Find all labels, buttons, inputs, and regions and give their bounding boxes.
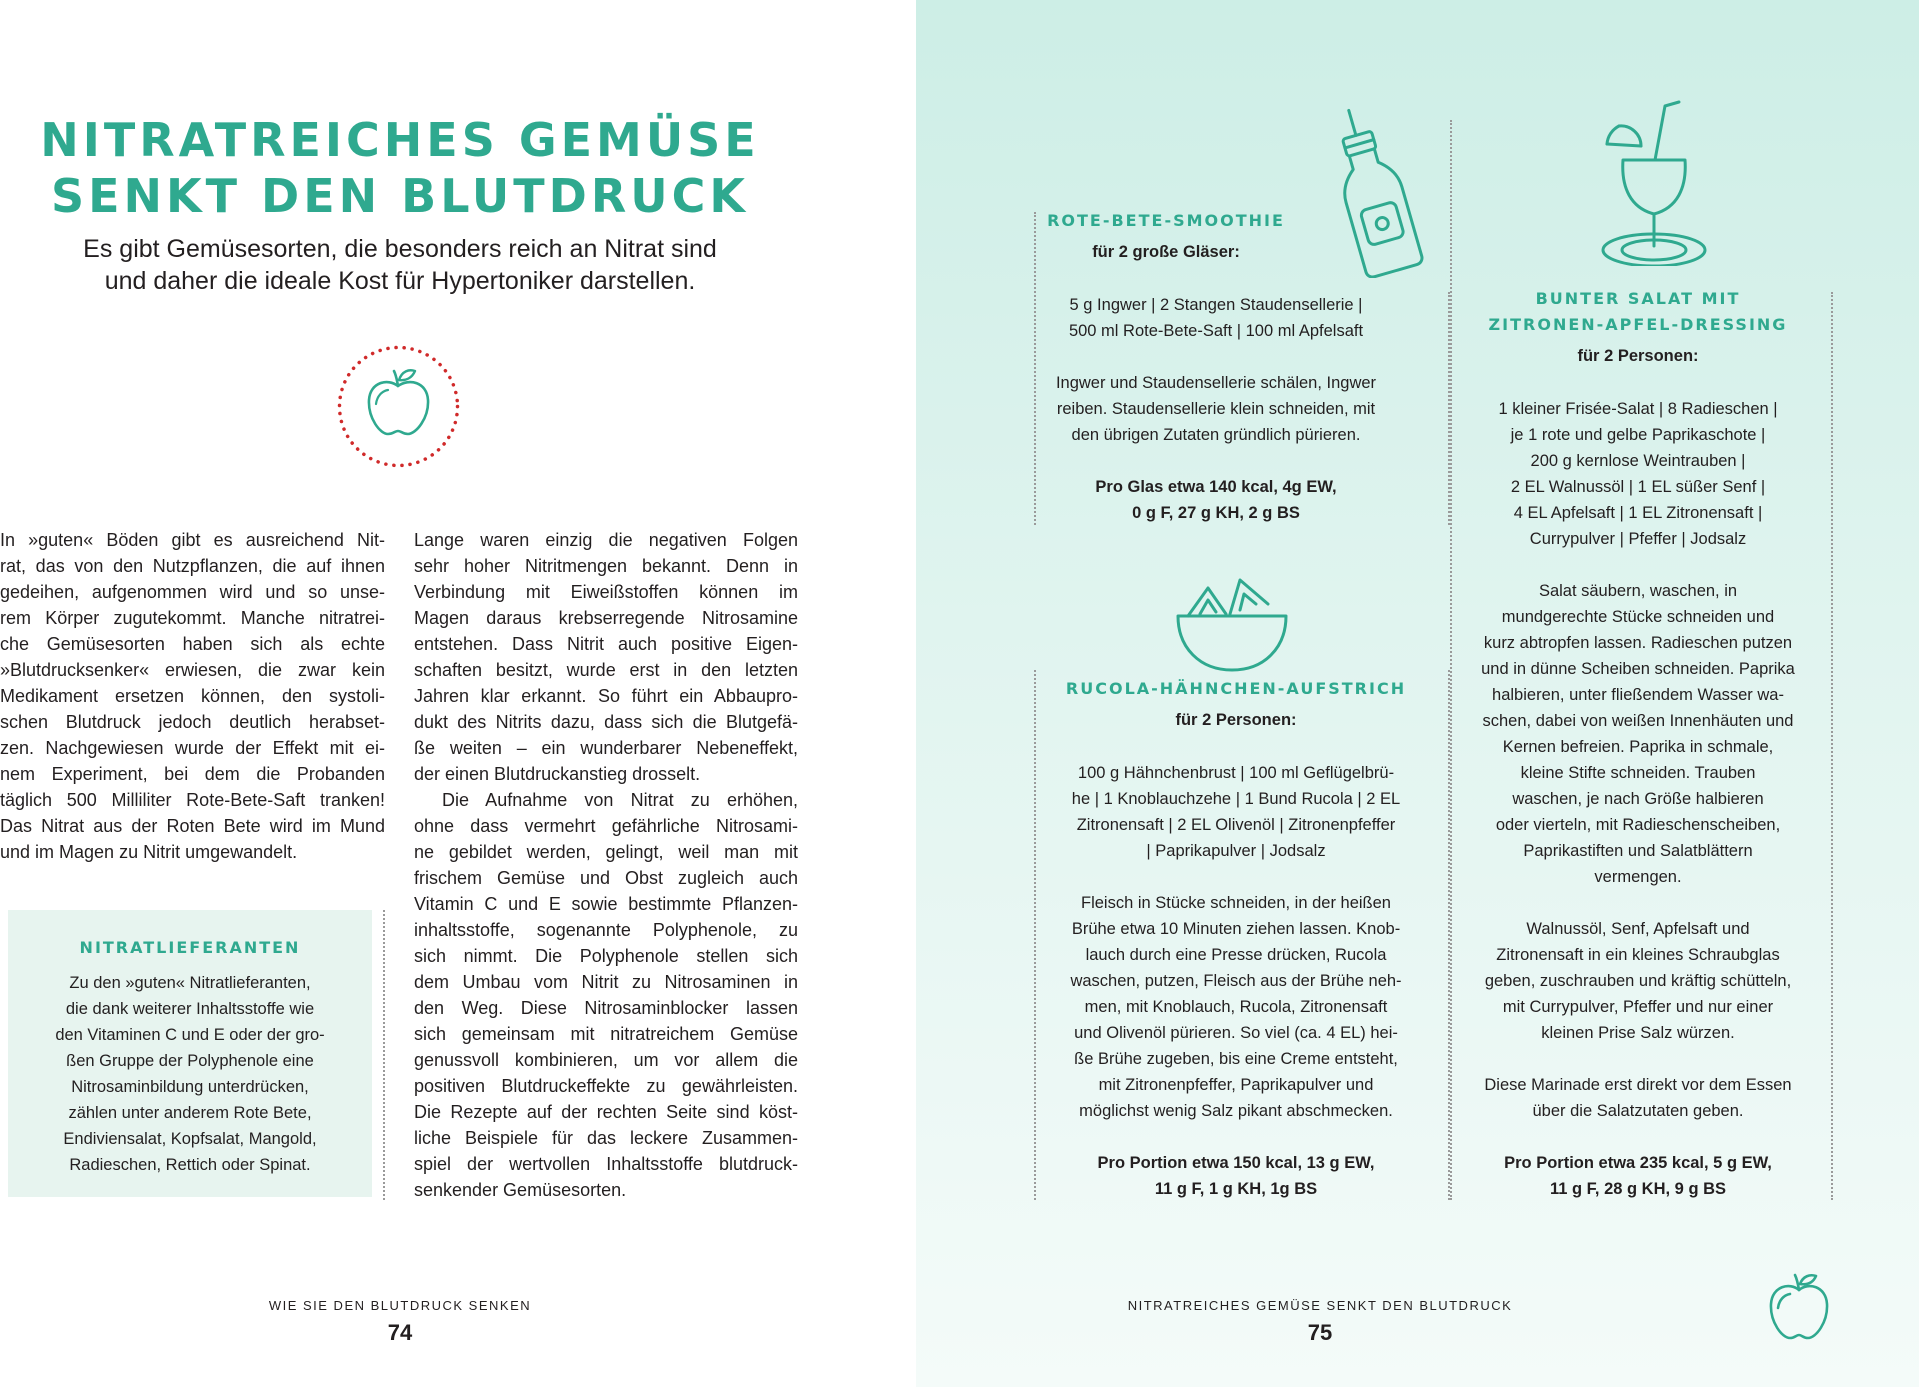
text-line: und im Magen zu Nitrit umgewandelt. — [0, 842, 298, 862]
info-line: Endiviensalat, Kopfsalat, Mangold, — [63, 1130, 317, 1148]
page-number: 75 — [1307, 1320, 1333, 1345]
step-line: und Olivenöl pürieren. So viel (ca. 4 EL) hei- — [1074, 1024, 1398, 1042]
step-line: men, mit Knoblauch, Rucola, Zitronensaft — [1084, 998, 1388, 1016]
step-line: kleine Stifte schneiden. Trauben — [1520, 764, 1756, 782]
ingredient-line: 5 g Ingwer | 2 Stangen Staudensellerie | — [1069, 296, 1363, 314]
intro-line-1: Es gibt Gemüsesorten, die besonders reich an Nitrat sind — [83, 235, 717, 263]
body-column-2 — [414, 527, 798, 1203]
step-line: halbieren, unter fließendem Wasser wa- — [1492, 686, 1784, 704]
info-line: zählen unter anderem Rote Bete, — [68, 1104, 312, 1122]
text-line: senkender Gemüsesorten. — [414, 1180, 627, 1200]
info-line: Zu den »guten« Nitratlieferanten, — [69, 974, 311, 992]
ingredient-line: 500 ml Rote-Bete-Saft | 100 ml Apfelsaft — [1068, 322, 1364, 340]
text-line: Medikament ersetzen können, den systoli- — [0, 686, 385, 706]
ingredient-line: 1 kleiner Frisée-Salat | 8 Radieschen | — [1498, 400, 1778, 418]
recipe-nutrition-salad — [1438, 1150, 1838, 1202]
step-line: Walnussöl, Senf, Apfelsaft und — [1526, 920, 1750, 938]
step-line: Salat säubern, waschen, in — [1538, 582, 1738, 600]
text-line: Das Nitrat aus der Roten Bete wird im Mund — [0, 816, 385, 836]
step-line: reiben. Staudensellerie klein schneiden, mit — [1056, 400, 1376, 418]
step-line: möglichst wenig Salz pikant abschmecken. — [1079, 1102, 1393, 1120]
text-line: sehr hoher Nitritmengen bekannt. Denn in — [414, 556, 798, 576]
step-line: über die Salatzutaten geben. — [1532, 1102, 1744, 1120]
step-line: Ingwer und Staudensellerie schälen, Ingwer — [1055, 374, 1377, 392]
text-line: Vitamin C und E sowie bestimmte Pflanzen- — [414, 894, 798, 914]
step-line: vermengen. — [1594, 868, 1682, 886]
recipe-serving-salad: für 2 Personen: — [1577, 347, 1699, 365]
step-line: mit Zitronenpfeffer, Paprikapulver und — [1098, 1076, 1374, 1094]
info-box-title: NITRATLIEFERANTEN — [79, 938, 301, 957]
step-line: ße Brühe zugeben, bis eine Creme entsteht, — [1074, 1050, 1398, 1068]
text-line: ohne dass vermehrt gefährliche Nitrosami- — [414, 816, 798, 836]
recipe-title-spread — [1036, 676, 1436, 702]
recipe-steps-smoothie — [1016, 370, 1416, 448]
right-page — [916, 0, 1919, 1387]
text-line: nem Experiment, bei dem die Probanden — [0, 764, 385, 784]
intro-text — [0, 233, 800, 297]
step-line: Diese Marinade erst direkt vor dem Essen — [1484, 1076, 1792, 1094]
recipe-serving-spread: für 2 Personen: — [1175, 711, 1297, 729]
recipe-title-text: ROTE-BETE-SMOOTHIE — [1047, 211, 1285, 230]
nutrition-line: Pro Portion etwa 150 kcal, 13 g EW, — [1097, 1154, 1375, 1172]
text-line: Die Rezepte auf der rechten Seite sind köst- — [414, 1102, 798, 1122]
step-line: und in dünne Scheiben schneiden. Paprika — [1481, 660, 1795, 678]
cocktail-glass-icon — [1583, 96, 1713, 266]
text-line: der einen Blutdruckanstieg drosselt. — [414, 764, 701, 784]
ingredient-line: Zitronensaft | 2 EL Olivenöl | Zitronenpfeffer — [1076, 816, 1396, 834]
recipe-ingredients-smoothie — [1016, 292, 1416, 344]
text-line: ne gebildet werden, gelingt, weil man mit — [414, 842, 798, 862]
text-line: zen. Nachgewiesen wurde der Effekt mit ei- — [0, 738, 385, 758]
ingredient-line: 200 g kernlose Weintrauben | — [1530, 452, 1746, 470]
page-title — [0, 112, 800, 224]
step-line: schen, dabei von weißen Innenhäuten und — [1482, 712, 1794, 730]
footer-label: WIE SIE DEN BLUTDRUCK SENKEN — [268, 1298, 532, 1313]
info-line: Nitrosaminbildung unterdrücken, — [71, 1078, 309, 1096]
nutrition-line: 11 g F, 28 g KH, 9 g BS — [1549, 1180, 1727, 1198]
text-line: spiel der wertvollen Inhaltsstoffe blutdruck- — [414, 1154, 798, 1174]
text-line: »Blutdrucksenker« erwiesen, die zwar kein — [0, 660, 385, 680]
info-line: Radieschen, Rettich oder Spinat. — [69, 1156, 311, 1174]
step-line: Fleisch in Stücke schneiden, in der heißen — [1080, 894, 1391, 912]
text-line: rem Körper zugutekommt. Manche nitratrei- — [0, 608, 385, 628]
bowl-icon — [1172, 576, 1292, 672]
recipe-serving-smoothie: für 2 große Gläser: — [1092, 243, 1240, 261]
text-line: schen Blutdruck jedoch deutlich herabset- — [0, 712, 385, 732]
recipe-ingredients-salad — [1438, 396, 1838, 552]
nutrition-line: Pro Portion etwa 235 kcal, 5 g EW, — [1504, 1154, 1772, 1172]
info-line: die dank weiterer Inhaltsstoffe wie — [65, 1000, 315, 1018]
apple-badge-icon — [336, 344, 461, 469]
recipe-nutrition-spread — [1036, 1150, 1436, 1202]
body-column-1 — [0, 527, 385, 865]
text-line: dukt des Nitrits dazu, dass sich die Blutgefä- — [414, 712, 798, 732]
ingredient-line: he | 1 Knoblauchzehe | 1 Bund Rucola | 2 EL — [1071, 790, 1401, 808]
ingredient-line: 2 EL Walnussöl | 1 EL süßer Senf | — [1510, 478, 1766, 496]
step-line: waschen, putzen, Fleisch aus der Brühe neh- — [1070, 972, 1402, 990]
recipe-steps-salad — [1438, 578, 1838, 890]
info-line: den Vitaminen C und E oder der gro- — [55, 1026, 325, 1044]
bottle-icon — [1322, 98, 1432, 278]
text-line: inhaltsstoffe, sogenannte Polyphenole, zu — [414, 920, 798, 940]
text-line: positiven Blutdruckeffekte zu gewährleisten. — [414, 1076, 798, 1096]
text-line: täglich 500 Milliliter Rote-Bete-Saft tranken! — [0, 790, 385, 810]
step-line: Zitronensaft in ein kleines Schraubglas — [1496, 946, 1780, 964]
ingredient-line: | Paprikapulver | Jodsalz — [1146, 842, 1326, 860]
text-line: rat, das von den Nutzpflanzen, die auf ihnen — [0, 556, 385, 576]
text-line: sich gemeinsam mit nitratreichem Gemüse — [414, 1024, 798, 1044]
recipe-dressing-salad — [1438, 916, 1838, 1046]
recipe-title-smoothie — [1016, 208, 1316, 234]
text-line: ße weiten – ein wunderbarer Nebeneffekt, — [414, 738, 798, 758]
title-line-2: SENKT DEN BLUTDRUCK — [50, 169, 750, 223]
text-line: frischem Gemüse und Obst zugleich auch — [414, 868, 798, 888]
footer-label: NITRATREICHES GEMÜSE SENKT DEN BLUTDRUCK — [1127, 1298, 1513, 1313]
step-line: mit Currypulver, Pfeffer und nur einer — [1502, 998, 1774, 1016]
info-box-text — [8, 970, 372, 1178]
text-line: che Gemüsesorten haben sich als echte — [0, 634, 385, 654]
info-line: ßen Gruppe der Polyphenole eine — [66, 1052, 314, 1070]
step-line: Kernen befreien. Paprika in schmale, — [1502, 738, 1774, 756]
intro-line-2: und daher die ideale Kost für Hypertoniker darstellen. — [104, 267, 696, 295]
step-line: waschen, je nach Größe halbieren — [1512, 790, 1764, 808]
step-line: den übrigen Zutaten gründlich pürieren. — [1071, 426, 1361, 444]
text-line: Magen daraus krebserregende Nitrosamine — [414, 608, 798, 628]
recipe-title-line-1: BUNTER SALAT MIT — [1535, 289, 1741, 308]
text-line: den Weg. Diese Nitrosaminblocker lassen — [414, 998, 798, 1018]
recipe-ingredients-spread — [1036, 760, 1436, 864]
step-line: Brühe etwa 10 Minuten ziehen lassen. Knob- — [1071, 920, 1401, 938]
text-line: dem Umbau vom Nitrit zu Nitrosaminen in — [414, 972, 798, 992]
step-line: mundgerechte Stücke schneiden und — [1501, 608, 1775, 626]
info-box — [8, 910, 372, 1197]
step-line: oder vierteln, mit Radieschenscheiben, — [1495, 816, 1781, 834]
step-line: kleinen Prise Salz würzen. — [1541, 1024, 1735, 1042]
ingredient-line: Currypulver | Pfeffer | Jodsalz — [1529, 530, 1747, 548]
page-number: 74 — [387, 1320, 413, 1345]
text-line: Lange waren einzig die negativen Folgen — [414, 530, 798, 550]
text-line: liche Beispiele für das leckere Zusammen- — [414, 1128, 798, 1148]
recipe-steps-spread — [1036, 890, 1436, 1124]
step-line: lauch durch eine Presse drücken, Rucola — [1085, 946, 1387, 964]
recipe-nutrition-smoothie — [1016, 474, 1416, 526]
text-line: genussvoll kombinieren, um vor allem die — [414, 1050, 798, 1070]
apple-icon — [1764, 1270, 1834, 1342]
text-line: In »guten« Böden gibt es ausreichend Nit- — [0, 530, 385, 550]
column-divider — [383, 910, 385, 1200]
text-line: Die Aufnahme von Nitrat zu erhöhen, — [442, 790, 798, 810]
text-line: schaften besitzt, wurde erst in den letzten — [414, 660, 798, 680]
left-page — [0, 0, 916, 1387]
text-line: gedeihen, aufgenommen wird und so unse- — [0, 582, 385, 602]
ingredient-line: 4 EL Apfelsaft | 1 EL Zitronensaft | — [1513, 504, 1763, 522]
recipe-title-line-2: ZITRONEN-APFEL-DRESSING — [1488, 315, 1788, 334]
recipe-serve-note-salad — [1438, 1072, 1838, 1124]
ingredient-line: je 1 rote und gelbe Paprikaschote | — [1510, 426, 1766, 444]
step-line: kurz abtropfen lassen. Radieschen putzen — [1483, 634, 1793, 652]
title-line-1: NITRATREICHES GEMÜSE — [40, 113, 760, 167]
text-line: Jahren klar erkannt. So führt ein Abbaupro- — [414, 686, 798, 706]
nutrition-line: 11 g F, 1 g KH, 1g BS — [1154, 1180, 1318, 1198]
step-line: Paprikastiften und Salatblättern — [1523, 842, 1753, 860]
step-line: geben, zuschrauben und kräftig schütteln, — [1484, 972, 1792, 990]
nutrition-line: 0 g F, 27 g KH, 2 g BS — [1132, 504, 1300, 522]
nutrition-line: Pro Glas etwa 140 kcal, 4g EW, — [1095, 478, 1337, 496]
text-line: entstehen. Dass Nitrit auch positive Eigen- — [414, 634, 798, 654]
recipe-title-salad — [1438, 286, 1838, 338]
ingredient-line: 100 g Hähnchenbrust | 100 ml Geflügelbrü- — [1077, 764, 1395, 782]
text-line: sich nimmt. Die Polyphenole stellen sich — [414, 946, 798, 966]
text-line: Verbindung mit Eiweißstoffen können im — [414, 582, 798, 602]
recipe-title-text: RUCOLA-HÄHNCHEN-AUFSTRICH — [1065, 679, 1407, 698]
